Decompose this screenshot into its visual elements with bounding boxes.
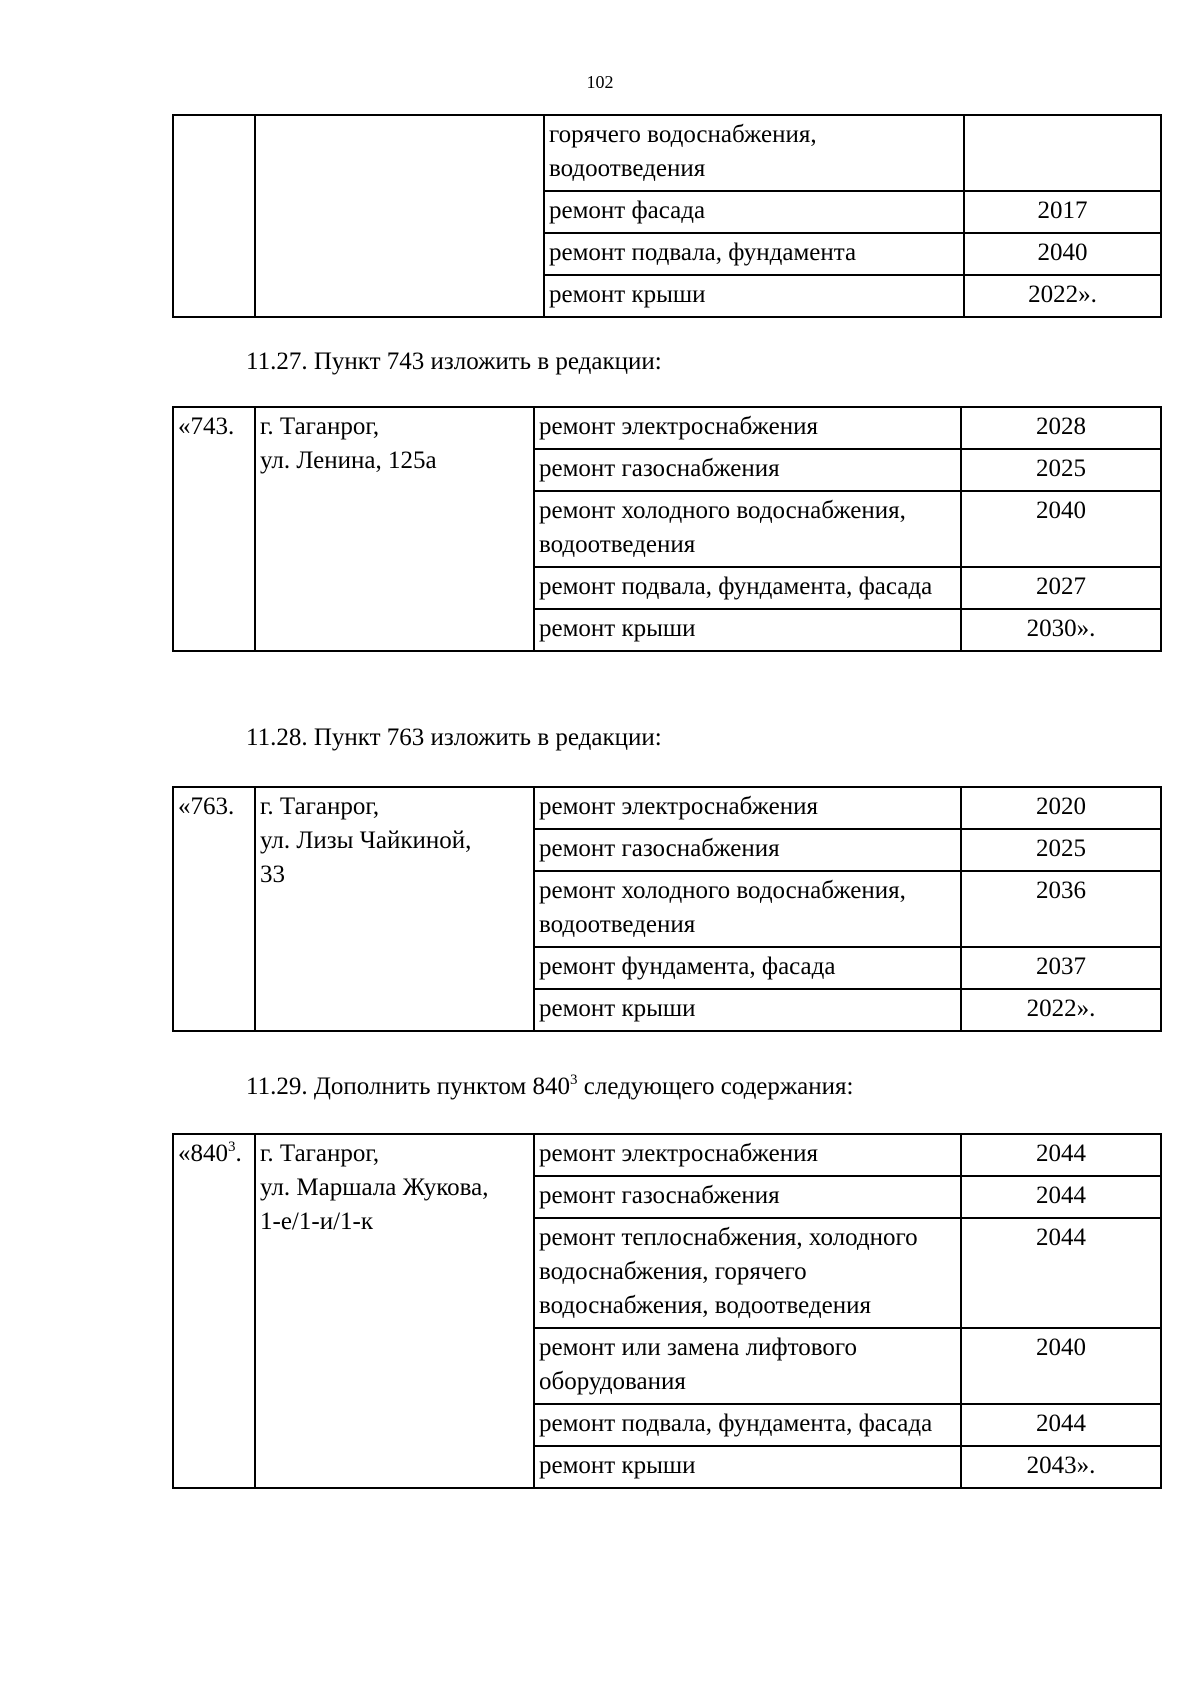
work-cell: ремонт газоснабжения <box>534 1176 961 1218</box>
section-heading: 11.27. Пункт 743 изложить в редакции: <box>246 348 662 375</box>
year-cell: 2022». <box>961 989 1161 1031</box>
heading-text: следующего содержания: <box>577 1073 854 1100</box>
address-cell <box>255 1134 534 1488</box>
page-number: 102 <box>586 72 614 92</box>
work-cell: ремонт газоснабжения <box>534 449 961 491</box>
work-cell: ремонт теплоснабжения, холодного водоснабжения, горячего водоснабжения, водоотведения <box>534 1218 961 1328</box>
year-cell <box>964 115 1161 191</box>
table-row <box>173 787 1161 829</box>
year-cell: 2040 <box>961 491 1161 567</box>
work-cell: ремонт холодного водоснабжения, водоотведения <box>534 871 961 947</box>
work-cell: ремонт крыши <box>534 1446 961 1488</box>
year-cell: 2036 <box>961 871 1161 947</box>
work-cell: ремонт крыши <box>544 275 964 317</box>
year-cell: 2044 <box>961 1218 1161 1328</box>
work-cell: горячего водоснабжения, водоотведения <box>544 115 964 191</box>
year-cell: 2025 <box>961 449 1161 491</box>
section-heading: 11.28. Пункт 763 изложить в редакции: <box>246 724 662 751</box>
address-cell <box>255 115 544 317</box>
year-cell: 2044 <box>961 1176 1161 1218</box>
work-cell: ремонт или замена лифтового оборудования <box>534 1328 961 1404</box>
year-cell: 2022». <box>964 275 1161 317</box>
heading-superscript: 3 <box>570 1072 578 1088</box>
continuation-table <box>172 114 1162 318</box>
address-line: ул. Маршала Жукова, <box>260 1174 489 1201</box>
address-line: г. Таганрог, <box>260 793 380 820</box>
year-cell: 2017 <box>964 191 1161 233</box>
item-number: «763. <box>173 787 255 1031</box>
address-line: ул. Ленина, 125а <box>260 447 437 474</box>
work-cell: ремонт подвала, фундамента, фасада <box>534 1404 961 1446</box>
item-743-table <box>172 406 1162 652</box>
work-cell: ремонт холодного водоснабжения, водоотведения <box>534 491 961 567</box>
work-cell: ремонт подвала, фундамента, фасада <box>534 567 961 609</box>
year-cell: 2044 <box>961 1134 1161 1176</box>
work-cell: ремонт электроснабжения <box>534 1134 961 1176</box>
address-cell <box>255 787 534 1031</box>
year-cell: 2040 <box>961 1328 1161 1404</box>
work-cell: ремонт фасада <box>544 191 964 233</box>
item-number: «$840^3$. <box>173 1134 255 1488</box>
year-cell: 2027 <box>961 567 1161 609</box>
number-cell <box>173 115 255 317</box>
address-line: 33 <box>260 861 285 888</box>
address-line: г. Таганрог, <box>260 413 380 440</box>
year-cell: 2044 <box>961 1404 1161 1446</box>
year-cell: 2043». <box>961 1446 1161 1488</box>
work-cell: ремонт газоснабжения <box>534 829 961 871</box>
heading-text: 11.29. Дополнить пунктом 840 <box>246 1073 570 1100</box>
table-row <box>173 115 1161 191</box>
section-heading <box>246 1071 1160 1103</box>
year-cell: 2037 <box>961 947 1161 989</box>
year-cell: 2020 <box>961 787 1161 829</box>
item-840-3-table <box>172 1133 1162 1489</box>
table-row <box>173 1134 1161 1176</box>
address-cell <box>255 407 534 651</box>
year-cell: 2030». <box>961 609 1161 651</box>
year-cell: 2028 <box>961 407 1161 449</box>
item-number: «743. <box>173 407 255 651</box>
work-cell: ремонт подвала, фундамента <box>544 233 964 275</box>
address-line: ул. Лизы Чайкиной, <box>260 827 472 854</box>
year-cell: 2025 <box>961 829 1161 871</box>
work-cell: ремонт крыши <box>534 989 961 1031</box>
table-row <box>173 407 1161 449</box>
work-cell: ремонт электроснабжения <box>534 407 961 449</box>
work-cell: ремонт крыши <box>534 609 961 651</box>
address-line: 1-е/1-и/1-к <box>260 1208 373 1235</box>
work-cell: ремонт фундамента, фасада <box>534 947 961 989</box>
address-line: г. Таганрог, <box>260 1140 380 1167</box>
year-cell: 2040 <box>964 233 1161 275</box>
work-cell: ремонт электроснабжения <box>534 787 961 829</box>
item-763-table <box>172 786 1162 1032</box>
